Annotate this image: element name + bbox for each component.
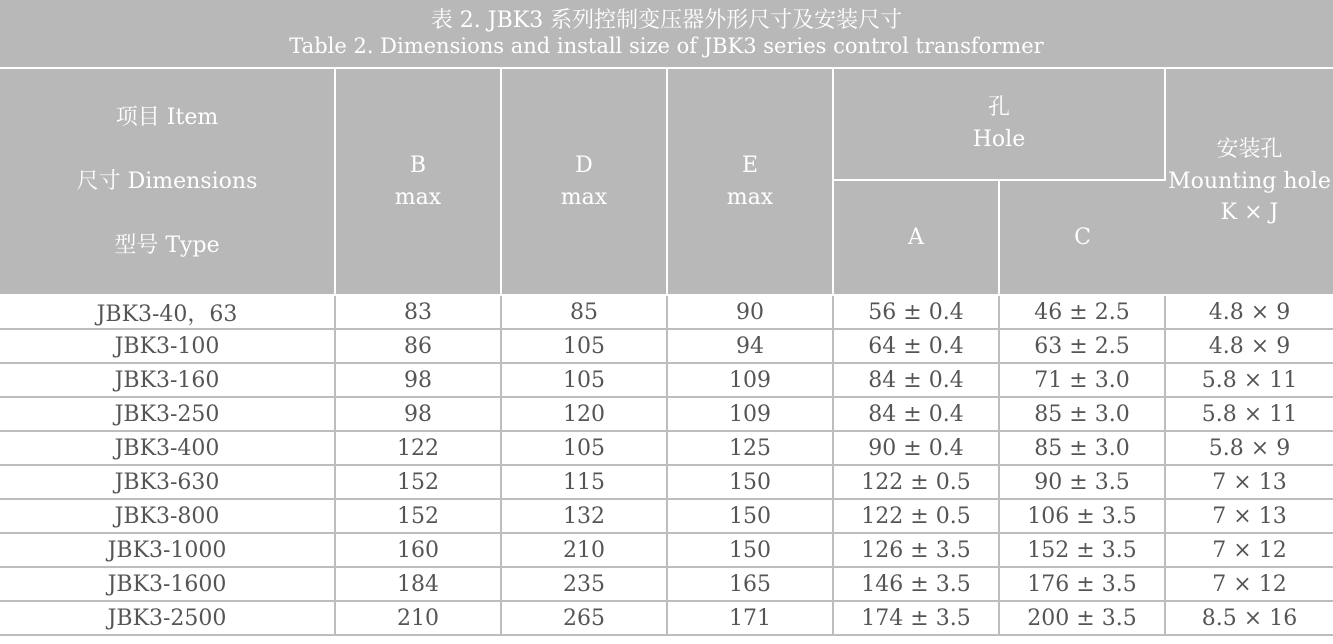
table-row xyxy=(0,431,1333,465)
cell-hole-a: 146 ± 3.5 xyxy=(833,567,999,601)
cell-type: JBK3-100 xyxy=(0,329,335,363)
cell-hole-a: 90 ± 0.4 xyxy=(833,431,999,465)
caption-english: Table 2. Dimensions and install size of JBK3 series control transformer xyxy=(289,34,1044,59)
cell-e: 150 xyxy=(667,533,833,567)
cell-e: 150 xyxy=(667,465,833,499)
cell-hole-c: 152 ± 3.5 xyxy=(999,533,1165,567)
cell-type: JBK3-250 xyxy=(0,397,335,431)
cell-hole-a: 174 ± 3.5 xyxy=(833,601,999,635)
cell-d: 235 xyxy=(501,567,667,601)
cell-mounting-hole: 4.8 × 9 xyxy=(1165,329,1333,363)
cell-e: 125 xyxy=(667,431,833,465)
cell-hole-a: 122 ± 0.5 xyxy=(833,465,999,499)
cell-mounting-hole: 5.8 × 11 xyxy=(1165,397,1333,431)
cell-type: JBK3-1600 xyxy=(0,567,335,601)
cell-hole-c: 90 ± 3.5 xyxy=(999,465,1165,499)
cell-hole-c: 63 ± 2.5 xyxy=(999,329,1165,363)
header-b-label: B xyxy=(409,152,427,178)
cell-e: 90 xyxy=(667,295,833,329)
cell-d: 105 xyxy=(501,363,667,397)
cell-b: 98 xyxy=(335,363,501,397)
cell-hole-c: 46 ± 2.5 xyxy=(999,295,1165,329)
header-dimensions: 尺寸 Dimensions xyxy=(76,168,258,194)
header-hole-en: Hole xyxy=(972,127,1026,152)
header-item: 项目 Item xyxy=(115,104,219,130)
cell-mounting-hole: 4.8 × 9 xyxy=(1165,295,1333,329)
cell-hole-c: 85 ± 3.0 xyxy=(999,431,1165,465)
cell-e: 109 xyxy=(667,397,833,431)
caption-chinese: 表 2. JBK3 系列控制变压器外形尺寸及安装尺寸 xyxy=(430,7,903,33)
header-a: A xyxy=(833,180,999,295)
cell-hole-a: 84 ± 0.4 xyxy=(833,397,999,431)
table-caption xyxy=(0,0,1333,69)
cell-b: 98 xyxy=(335,397,501,431)
cell-d: 132 xyxy=(501,499,667,533)
cell-mounting-hole: 8.5 × 16 xyxy=(1165,601,1333,635)
table-row xyxy=(0,533,1333,567)
cell-type: JBK3-630 xyxy=(0,465,335,499)
cell-b: 86 xyxy=(335,329,501,363)
cell-type: JBK3-800 xyxy=(0,499,335,533)
cell-hole-a: 84 ± 0.4 xyxy=(833,363,999,397)
table-row xyxy=(0,499,1333,533)
header-e-max: max xyxy=(726,184,774,210)
cell-e: 165 xyxy=(667,567,833,601)
cell-b: 160 xyxy=(335,533,501,567)
header-d-label: D xyxy=(575,152,593,178)
header-hole-cn: 孔 xyxy=(987,95,1010,121)
cell-e: 109 xyxy=(667,363,833,397)
cell-hole-a: 56 ± 0.4 xyxy=(833,295,999,329)
table-row xyxy=(0,329,1333,363)
header-c: C xyxy=(999,180,1165,295)
header-d-max: max xyxy=(560,184,608,210)
header-item-cell xyxy=(0,69,335,295)
header-e-label: E xyxy=(741,152,759,178)
cell-b: 152 xyxy=(335,465,501,499)
cell-b: 210 xyxy=(335,601,501,635)
cell-type: JBK3-1000 xyxy=(0,533,335,567)
table-row xyxy=(0,397,1333,431)
cell-mounting-hole: 7 × 13 xyxy=(1165,499,1333,533)
cell-b: 122 xyxy=(335,431,501,465)
cell-type: JBK3-40，63 xyxy=(0,295,335,329)
cell-hole-c: 71 ± 3.0 xyxy=(999,363,1165,397)
header-hole xyxy=(833,69,1165,180)
cell-hole-a: 64 ± 0.4 xyxy=(833,329,999,363)
header-mounting-hole xyxy=(1165,69,1333,295)
cell-mounting-hole: 5.8 × 9 xyxy=(1165,431,1333,465)
cell-hole-c: 85 ± 3.0 xyxy=(999,397,1165,431)
cell-mounting-hole: 5.8 × 11 xyxy=(1165,363,1333,397)
cell-type: JBK3-400 xyxy=(0,431,335,465)
table-row xyxy=(0,295,1333,329)
table-row xyxy=(0,601,1333,635)
header-b-max: max xyxy=(394,184,442,210)
dimensions-table xyxy=(0,69,1333,636)
cell-d: 265 xyxy=(501,601,667,635)
cell-d: 120 xyxy=(501,397,667,431)
table-row xyxy=(0,567,1333,601)
cell-d: 85 xyxy=(501,295,667,329)
cell-hole-c: 106 ± 3.5 xyxy=(999,499,1165,533)
cell-d: 210 xyxy=(501,533,667,567)
cell-d: 115 xyxy=(501,465,667,499)
header-type: 型号 Type xyxy=(114,232,220,258)
header-b xyxy=(335,69,501,295)
cell-mounting-hole: 7 × 12 xyxy=(1165,567,1333,601)
table-body xyxy=(0,295,1333,635)
table-row xyxy=(0,465,1333,499)
cell-type: JBK3-2500 xyxy=(0,601,335,635)
cell-e: 94 xyxy=(667,329,833,363)
header-mount-en: Mounting hole xyxy=(1168,168,1331,194)
header-d xyxy=(501,69,667,295)
cell-hole-a: 126 ± 3.5 xyxy=(833,533,999,567)
cell-b: 184 xyxy=(335,567,501,601)
table-row xyxy=(0,363,1333,397)
cell-mounting-hole: 7 × 12 xyxy=(1165,533,1333,567)
cell-d: 105 xyxy=(501,329,667,363)
header-mount-cn: 安装孔 xyxy=(1216,136,1283,162)
cell-hole-a: 122 ± 0.5 xyxy=(833,499,999,533)
cell-b: 83 xyxy=(335,295,501,329)
cell-hole-c: 200 ± 3.5 xyxy=(999,601,1165,635)
cell-e: 150 xyxy=(667,499,833,533)
header-e xyxy=(667,69,833,295)
header-mount-kj: K × J xyxy=(1220,200,1279,226)
cell-type: JBK3-160 xyxy=(0,363,335,397)
cell-b: 152 xyxy=(335,499,501,533)
cell-mounting-hole: 7 × 13 xyxy=(1165,465,1333,499)
cell-e: 171 xyxy=(667,601,833,635)
cell-d: 105 xyxy=(501,431,667,465)
cell-hole-c: 176 ± 3.5 xyxy=(999,567,1165,601)
